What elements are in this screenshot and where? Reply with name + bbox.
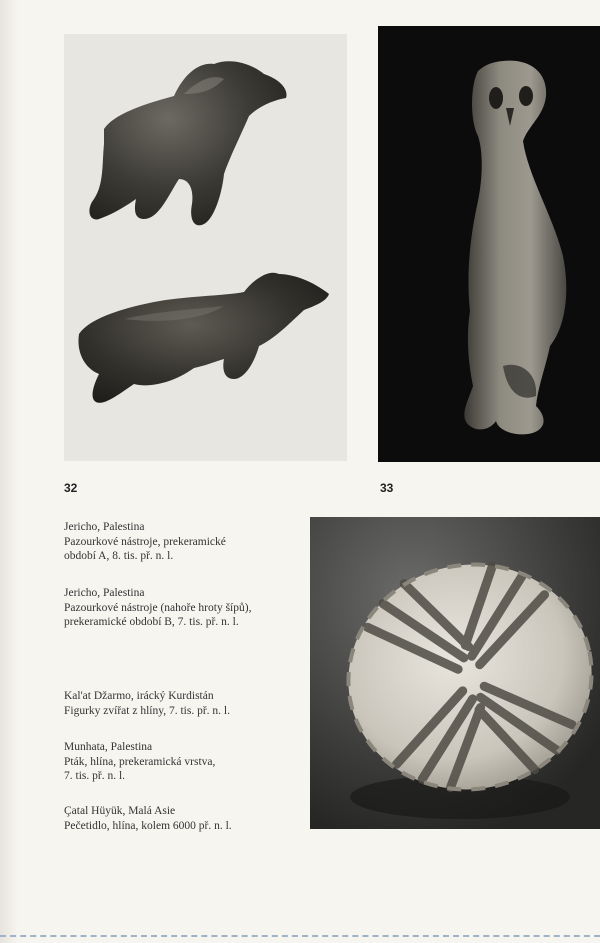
caption-place: Kal'at Džarmo, irácký Kurdistán: [64, 690, 214, 702]
caption-line: Pazourkové nástroje (nahoře hroty šípů),: [64, 601, 252, 614]
caption-place: Munhata, Palestina: [64, 741, 153, 753]
caption-line: období A, 8. tis. př. n. l.: [64, 550, 174, 562]
caption-line: Pták, hlína, prekeramická vrstva,: [64, 755, 216, 768]
caption-3: [64, 689, 304, 718]
photo-bird-figurine: [378, 26, 600, 462]
photo-clay-seal: [310, 517, 600, 829]
caption-line: 7. tis. př. n. l.: [64, 770, 126, 782]
bottom-dashed-border: [0, 935, 600, 937]
caption-line: prekeramické období B, 7. tis. př. n. l.: [64, 616, 239, 628]
photo-animal-figurines: [64, 34, 347, 461]
caption-line: Pazourkové nástroje, prekeramické: [64, 535, 226, 548]
caption-place: Çatal Hüyük, Malá Asie: [64, 805, 176, 817]
animal-figurines-image: [64, 34, 347, 461]
bird-figurine-image: [378, 26, 600, 462]
clay-seal-image: [310, 517, 600, 829]
caption-1: [64, 520, 304, 564]
caption-5: [64, 804, 304, 833]
caption-place: Jericho, Palestina: [64, 587, 145, 599]
caption-4: [64, 740, 304, 784]
caption-2: [64, 586, 304, 630]
page-edge: [0, 0, 18, 943]
figure-number-32: 32: [64, 481, 78, 495]
caption-place: Jericho, Palestina: [64, 521, 145, 533]
caption-line: Pečetidlo, hlína, kolem 6000 př. n. l.: [64, 819, 232, 832]
figure-number-33: 33: [380, 481, 394, 495]
caption-line: Figurky zvířat z hlíny, 7. tis. př. n. l.: [64, 704, 230, 717]
